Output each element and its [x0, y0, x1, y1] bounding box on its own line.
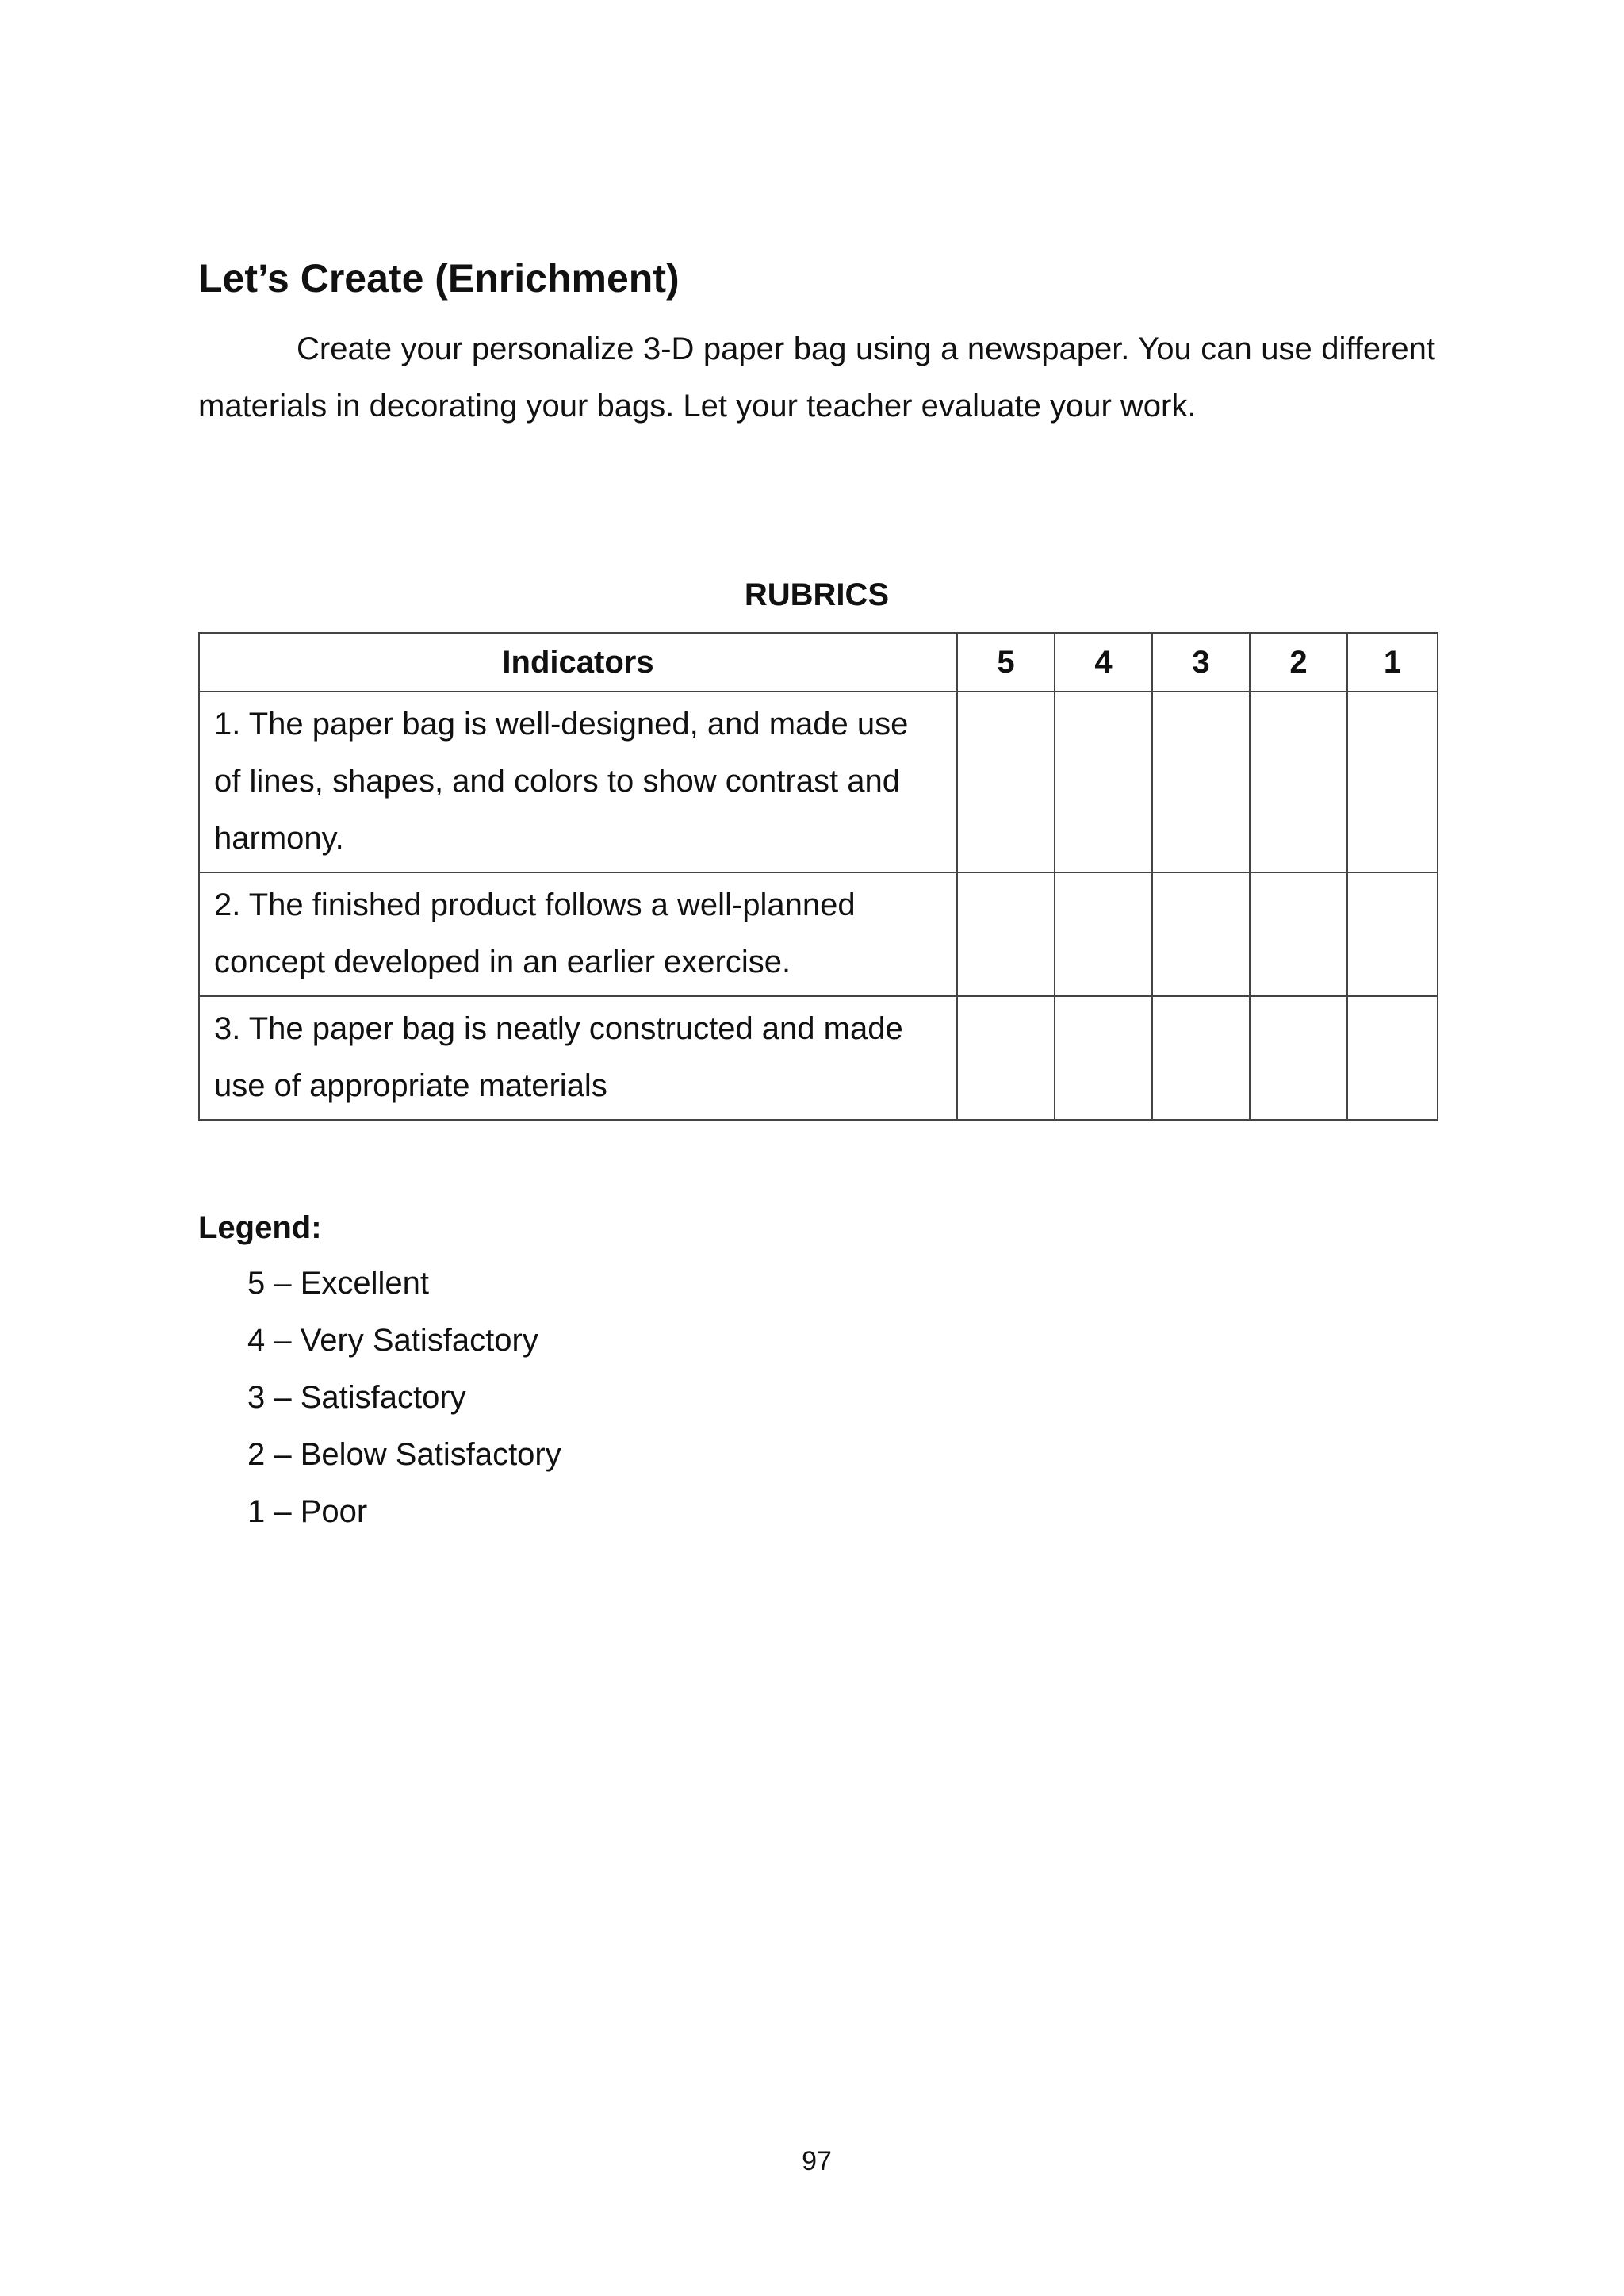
list-item: 3 – Satisfactory [247, 1380, 466, 1415]
header-score-4: 4 [1055, 633, 1152, 692]
score-cell-3 [1152, 872, 1250, 996]
rubric-header-row [199, 633, 1438, 692]
legend-title: Legend: [198, 1210, 322, 1245]
score-cell-2 [1250, 996, 1347, 1120]
table-row [199, 692, 1438, 872]
indicator-cell: 2. The finished product follows a well-planned concept developed in an earlier exercise. [199, 872, 957, 996]
page-number: 97 [802, 2146, 832, 2176]
legend-list [247, 1255, 561, 1540]
table-row [199, 872, 1438, 996]
header-score-5: 5 [957, 633, 1055, 692]
score-cell-3 [1152, 996, 1250, 1120]
rubric-table [198, 632, 1438, 1121]
rubric-title: RUBRICS [744, 577, 890, 612]
list-item: 4 – Very Satisfactory [247, 1323, 538, 1358]
score-cell-5 [957, 996, 1055, 1120]
score-cell-3 [1152, 692, 1250, 872]
score-cell-2 [1250, 692, 1347, 872]
header-indicators: Indicators [199, 633, 957, 692]
header-score-1: 1 [1347, 633, 1438, 692]
score-cell-1 [1347, 692, 1438, 872]
indicator-cell: 1. The paper bag is well-designed, and made use of lines, shapes, and colors to show contrast and harmony. [199, 692, 957, 872]
list-item: 1 – Poor [247, 1494, 368, 1529]
intro-paragraph: Create your personalize 3-D paper bag using a newspaper. You can use different materials in decorating your bags. Let your teacher evaluate your work. [198, 332, 1435, 424]
score-cell-1 [1347, 872, 1438, 996]
header-score-2: 2 [1250, 633, 1347, 692]
list-item: 5 – Excellent [247, 1266, 430, 1301]
score-cell-5 [957, 872, 1055, 996]
list-item: 2 – Below Satisfactory [247, 1437, 561, 1472]
indicator-cell: 3. The paper bag is neatly constructed and made use of appropriate materials [199, 996, 957, 1120]
score-cell-4 [1055, 692, 1152, 872]
score-cell-2 [1250, 872, 1347, 996]
score-cell-4 [1055, 872, 1152, 996]
header-score-3: 3 [1152, 633, 1250, 692]
score-cell-5 [957, 692, 1055, 872]
section-heading: Let’s Create (Enrichment) [198, 256, 680, 301]
table-row [199, 996, 1438, 1120]
score-cell-4 [1055, 996, 1152, 1120]
score-cell-1 [1347, 996, 1438, 1120]
